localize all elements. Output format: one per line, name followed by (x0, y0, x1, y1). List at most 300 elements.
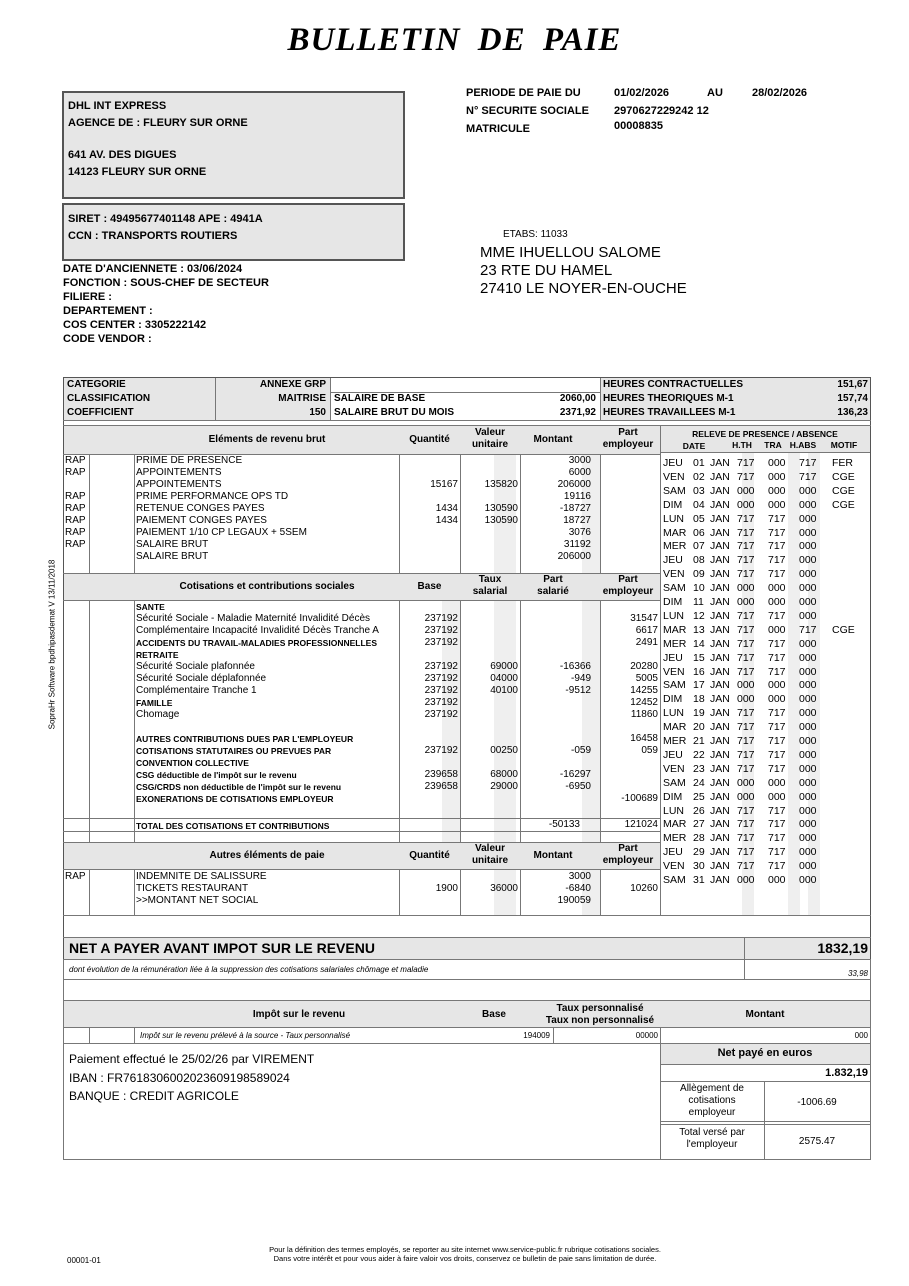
siret: SIRET : 49495677401148 APE : 4941A (68, 213, 263, 225)
row-part-employeur: 14255 (630, 685, 658, 696)
row-base: 239658 (424, 769, 458, 780)
impot-header-base: Base (482, 1009, 506, 1020)
row-base: 237192 (424, 685, 458, 696)
row-part-employeur: 31547 (630, 613, 658, 624)
presence-hth: 717 (737, 526, 755, 539)
page-title: BULLETIN DE PAIE (287, 22, 622, 58)
header-taux-1: Taux (478, 574, 502, 585)
header-elements-brut: Eléments de revenu brut (208, 434, 326, 445)
row-unit: 130590 (484, 515, 518, 526)
row-part-salarie: -16366 (559, 661, 591, 672)
row-taux: 00250 (490, 745, 518, 756)
presence-date: 05 (693, 512, 705, 525)
presence-month: JAN (710, 651, 730, 664)
row-amount: 6000 (568, 467, 591, 478)
presence-date: 23 (693, 762, 705, 775)
presence-hth: 000 (737, 484, 755, 497)
presence-row (0, 582, 870, 594)
row-part-employeur: 059 (641, 745, 658, 756)
presence-habs: 000 (799, 748, 817, 761)
row-quantity: 1900 (435, 883, 458, 894)
categorie-value: ANNEXE GRP (259, 379, 326, 390)
presence-tra: 000 (768, 582, 786, 595)
software-side-text: SopraHr Software bpdhipasdemat V 13/11/2018 (47, 559, 57, 730)
presence-hth: 717 (737, 457, 755, 469)
presence-day: JEU (663, 651, 683, 664)
presence-habs: 000 (799, 665, 817, 678)
salaire-brut-value: 2371,92 (559, 407, 596, 418)
presence-month: JAN (710, 665, 730, 678)
presence-month: JAN (710, 721, 730, 734)
classification-label: CLASSIFICATION (67, 393, 151, 404)
presence-tra: 717 (768, 637, 786, 650)
presence-month: JAN (710, 568, 730, 581)
presence-day: MAR (663, 721, 687, 734)
header-psal-1: Part (543, 574, 563, 585)
net-euros-value: 1.832,19 (825, 1067, 868, 1079)
presence-day: DIM (663, 498, 683, 511)
presence-date: 18 (693, 693, 705, 706)
presence-day: MER (663, 637, 687, 650)
matricule-label: MATRICULE (466, 123, 530, 135)
ss-number: 2970627229242 12 (614, 105, 709, 117)
presence-date: 30 (693, 860, 705, 873)
presence-day: DIM (663, 693, 683, 706)
presence-tra: 717 (768, 512, 786, 525)
header-part-1b: Part (618, 574, 638, 585)
presence-tra: 717 (768, 540, 786, 553)
period-au: AU (707, 87, 723, 99)
info-cos-center: COS CENTER : 3305222142 (63, 319, 207, 331)
header-psal-2: salarié (537, 586, 569, 597)
presence-row (0, 749, 870, 761)
presence-hth: 000 (737, 596, 755, 608)
presence-date: 28 (693, 832, 705, 845)
presence-month: JAN (710, 498, 730, 511)
presence-day: LUN (663, 804, 685, 817)
presence-month: JAN (710, 554, 730, 567)
row-base: 237192 (424, 745, 458, 756)
presence-tra: 717 (768, 707, 786, 720)
presence-habs: 000 (799, 818, 817, 831)
presence-habs: 000 (799, 512, 817, 525)
presence-date: 17 (693, 679, 705, 692)
row-label: RETENUE CONGES PAYES (136, 503, 265, 514)
header-part-2c: employeur (602, 855, 654, 866)
presence-row (0, 860, 870, 872)
iban: IBAN : FR7618306002023609198589024 (69, 1071, 290, 1085)
row-amount: 3000 (568, 871, 591, 882)
presence-day: SAM (663, 484, 686, 497)
row-part-employeur: 10260 (630, 883, 658, 894)
presence-habs: 000 (799, 735, 817, 747)
presence-habs: 000 (799, 540, 817, 553)
presence-hth: 000 (737, 582, 755, 595)
row-part-employeur (596, 895, 658, 907)
presence-day: JEU (663, 457, 683, 469)
presence-hth: 717 (737, 637, 755, 650)
presence-hth: 717 (737, 623, 755, 636)
header-motif: MOTIF (830, 440, 858, 450)
header-valeur-2: unitaire (471, 439, 509, 450)
ccn: CCN : TRANSPORTS ROUTIERS (68, 230, 238, 242)
row-label: SALAIRE BRUT (136, 551, 209, 562)
presence-tra: 717 (768, 832, 786, 845)
row-quantity: 1434 (435, 515, 458, 526)
presence-hth: 717 (737, 609, 755, 622)
row-code: RAP (65, 467, 86, 478)
presence-row (0, 777, 870, 789)
presence-habs: 717 (799, 623, 817, 636)
header-habs: H.ABS (789, 440, 817, 450)
presence-day: SAM (663, 582, 686, 595)
presence-habs: 000 (799, 846, 817, 859)
presence-tra: 717 (768, 762, 786, 775)
header-releve: RELEVE DE PRESENCE / ABSENCE (692, 429, 838, 439)
presence-habs: 000 (799, 804, 817, 817)
header-valeur (460, 427, 520, 451)
presence-day: SAM (663, 874, 686, 886)
row-label: TICKETS RESTAURANT (136, 883, 249, 894)
presence-hth: 000 (737, 679, 755, 692)
heures-theoriques-label: HEURES THEORIQUES M-1 (603, 393, 734, 404)
presence-tra: 000 (768, 596, 786, 608)
presence-row (0, 610, 870, 622)
paiement-line: Paiement effectué le 25/02/26 par VIREMENT (69, 1052, 315, 1066)
total-cotisations-label: TOTAL DES COTISATIONS ET CONTRIBUTIONS (136, 821, 330, 831)
presence-month: JAN (710, 540, 730, 553)
presence-tra: 717 (768, 846, 786, 859)
presence-motif: CGE (832, 484, 855, 497)
presence-row (0, 763, 870, 775)
presence-tra: 000 (768, 679, 786, 692)
row-label: Complémentaire Tranche 1 (136, 685, 257, 696)
presence-row (0, 679, 870, 691)
presence-row (0, 568, 870, 580)
presence-day: VEN (663, 665, 685, 678)
row-base: 237192 (424, 697, 458, 708)
impot-label: Impôt sur le revenu prélevé à la source - Taux personnalisé (140, 1031, 351, 1040)
presence-habs: 000 (799, 609, 817, 622)
row-taux: 29000 (490, 781, 518, 792)
row-label: ACCIDENTS DU TRAVAIL-MALADIES PROFESSIONNELLES (136, 638, 377, 648)
row-code: RAP (65, 491, 86, 502)
presence-tra: 717 (768, 568, 786, 581)
row-label: RETRAITE (136, 650, 179, 660)
heures-theoriques-value: 157,74 (837, 393, 868, 404)
period-to: 28/02/2026 (752, 87, 808, 99)
presence-row (0, 513, 870, 525)
info-code-vendor: CODE VENDOR : (63, 333, 152, 345)
employer-name: DHL INT EXPRESS (68, 100, 167, 112)
matricule: 00008835 (614, 120, 663, 132)
row-label: PAIEMENT CONGES PAYES (136, 515, 267, 526)
footer-line-1: Pour la définition des termes employés, se reporter au site internet www.service-public.fr rubrique cotisations sociales. (269, 1245, 661, 1254)
row-code: RAP (65, 527, 86, 538)
presence-date: 22 (693, 748, 705, 761)
row-unit: 135820 (484, 479, 518, 490)
presence-month: JAN (710, 860, 730, 873)
header-date: DATE (682, 441, 706, 451)
etabs: ETABS: 11033 (503, 229, 568, 240)
categorie-label: CATEGORIE (67, 379, 126, 390)
row-base: 237192 (424, 709, 458, 720)
presence-habs: 000 (799, 776, 817, 789)
presence-habs: 000 (799, 874, 817, 886)
presence-day: MAR (663, 526, 687, 539)
presence-tra: 717 (768, 651, 786, 664)
presence-tra: 000 (768, 693, 786, 706)
presence-month: JAN (710, 637, 730, 650)
banque: BANQUE : CREDIT AGRICOLE (69, 1089, 239, 1103)
salaire-base-value: 2060,00 (559, 393, 596, 404)
presence-row (0, 805, 870, 817)
presence-row (0, 485, 870, 497)
header-cotisations: Cotisations et contributions sociales (179, 581, 355, 592)
presence-month: JAN (710, 874, 730, 886)
row-code: RAP (65, 503, 86, 514)
presence-tra: 000 (768, 498, 786, 511)
presence-month: JAN (710, 846, 730, 859)
row-label: COTISATIONS STATUTAIRES OU PREVUES PAR (136, 746, 332, 756)
presence-tra: 000 (768, 790, 786, 803)
presence-row (0, 846, 870, 858)
row-amount: 3076 (568, 527, 591, 538)
presence-hth: 717 (737, 540, 755, 553)
presence-day: DIM (663, 790, 683, 803)
row-label: SALAIRE BRUT (136, 539, 209, 550)
presence-row (0, 707, 870, 719)
presence-month: JAN (710, 596, 730, 608)
row-taux: 68000 (490, 769, 518, 780)
presence-tra: 000 (768, 623, 786, 636)
presence-row (0, 666, 870, 678)
presence-habs: 000 (799, 679, 817, 692)
header-quantite: Quantité (409, 434, 450, 445)
presence-row (0, 832, 870, 844)
presence-day: VEN (663, 762, 685, 775)
presence-row (0, 499, 870, 511)
presence-hth: 717 (737, 568, 755, 581)
net-a-payer-label: NET A PAYER AVANT IMPOT SUR LE REVENU (69, 940, 375, 956)
row-label: PAIEMENT 1/10 CP LEGAUX + 5SEM (136, 527, 307, 538)
salaire-base-label: SALAIRE DE BASE (334, 393, 426, 404)
header-base: Base (417, 581, 442, 592)
row-amount: 206000 (557, 479, 591, 490)
presence-day: LUN (663, 609, 685, 622)
presence-date: 12 (693, 609, 705, 622)
header-valeur-2b: unitaire (471, 855, 509, 866)
presence-date: 25 (693, 790, 705, 803)
presence-date: 03 (693, 484, 705, 497)
presence-hth: 000 (737, 874, 755, 886)
presence-tra: 000 (768, 484, 786, 497)
presence-row (0, 791, 870, 803)
presence-tra: 717 (768, 609, 786, 622)
impot-header-taux (530, 1003, 670, 1027)
presence-day: JEU (663, 554, 683, 567)
presence-tra: 717 (768, 665, 786, 678)
presence-day: VEN (663, 470, 685, 483)
presence-tra: 000 (768, 470, 786, 483)
presence-habs: 000 (799, 693, 817, 706)
presence-day: DIM (663, 596, 683, 608)
presence-hth: 717 (737, 470, 755, 483)
presence-day: SAM (663, 776, 686, 789)
row-amount: -18727 (559, 503, 591, 514)
impot-header-taux-2: Taux non personnalisé (545, 1015, 655, 1026)
impot-montant: 000 (854, 1031, 868, 1040)
presence-month: JAN (710, 470, 730, 483)
presence-habs: 000 (799, 554, 817, 567)
row-part-employeur: -100689 (621, 793, 658, 804)
recipient-name: MME IHUELLOU SALOME (480, 244, 661, 261)
presence-motif: CGE (832, 623, 855, 636)
row-part-employeur: 11860 (630, 709, 658, 720)
row-amount: 206000 (557, 551, 591, 562)
presence-habs: 000 (799, 582, 817, 595)
row-code: RAP (65, 539, 86, 550)
presence-month: JAN (710, 679, 730, 692)
presence-row (0, 638, 870, 650)
row-unit (460, 895, 518, 907)
presence-date: 19 (693, 707, 705, 720)
presence-day: JEU (663, 846, 683, 859)
presence-tra: 717 (768, 818, 786, 831)
presence-hth: 717 (737, 707, 755, 720)
row-label: APPOINTEMENTS (136, 479, 222, 490)
presence-row (0, 540, 870, 552)
row-label: CSG déductible de l'impôt sur le revenu (136, 770, 297, 780)
impot-header-taux-1: Taux personnalisé (556, 1003, 644, 1014)
presence-hth: 000 (737, 498, 755, 511)
period-label: PERIODE DE PAIE DU (466, 87, 581, 99)
row-quantity (399, 895, 458, 907)
net-a-payer-value: 1832,19 (817, 940, 868, 956)
employer-address-1: 641 AV. DES DIGUES (68, 149, 177, 161)
presence-date: 14 (693, 637, 705, 650)
presence-row (0, 721, 870, 733)
presence-date: 04 (693, 498, 705, 511)
presence-habs: 000 (799, 762, 817, 775)
impot-header-montant: Montant (745, 1009, 785, 1020)
row-base: 237192 (424, 637, 458, 648)
presence-habs: 000 (799, 790, 817, 803)
period-from: 01/02/2026 (614, 87, 670, 99)
presence-month: JAN (710, 832, 730, 845)
presence-tra: 717 (768, 721, 786, 734)
row-unit: 36000 (490, 883, 518, 894)
presence-habs: 000 (799, 860, 817, 873)
heures-travaillees-label: HEURES TRAVAILLEES M-1 (603, 407, 736, 418)
presence-month: JAN (710, 748, 730, 761)
presence-month: JAN (710, 484, 730, 497)
employer-address-2: 14123 FLEURY SUR ORNE (68, 166, 207, 178)
presence-row (0, 735, 870, 747)
row-part-salarie: -16297 (559, 769, 591, 780)
presence-month: JAN (710, 776, 730, 789)
row-quantity: 1434 (435, 503, 458, 514)
presence-tra: 717 (768, 735, 786, 747)
ss-label: N° SECURITE SOCIALE (466, 105, 589, 117)
presence-date: 09 (693, 568, 705, 581)
presence-hth: 717 (737, 554, 755, 567)
coefficient-value: 150 (309, 407, 326, 418)
row-part-employeur: 5005 (635, 673, 658, 684)
coefficient-label: COEFFICIENT (67, 407, 134, 418)
presence-day: JEU (663, 748, 683, 761)
presence-date: 20 (693, 721, 705, 734)
presence-month: JAN (710, 512, 730, 525)
footer-code: 00001-01 (67, 1256, 101, 1265)
row-taux: 69000 (490, 661, 518, 672)
presence-date: 07 (693, 540, 705, 553)
footer-line-2: Dans votre intérêt et pour vous aider à faire valoir vos droits, conservez ce bulletin de paie sans limitation de durée. (273, 1254, 657, 1263)
presence-hth: 717 (737, 762, 755, 775)
impot-header-label: Impôt sur le revenu (252, 1009, 346, 1020)
presence-tra: 717 (768, 526, 786, 539)
recipient-address-2: 27410 LE NOYER-EN-OUCHE (480, 280, 687, 297)
presence-hth: 000 (737, 790, 755, 803)
row-base: 237192 (424, 661, 458, 672)
presence-hth: 717 (737, 748, 755, 761)
header-part-1: Part (618, 427, 638, 438)
row-amount: 31192 (563, 539, 591, 550)
row-label: CONVENTION COLLECTIVE (136, 758, 249, 768)
presence-date: 06 (693, 526, 705, 539)
presence-date: 02 (693, 470, 705, 483)
presence-day: VEN (663, 568, 685, 581)
presence-day: MER (663, 832, 687, 845)
presence-date: 10 (693, 582, 705, 595)
recipient-address-1: 23 RTE DU HAMEL (480, 262, 613, 279)
heures-contractuelles-value: 151,67 (837, 379, 868, 390)
row-label: EXONERATIONS DE COTISATIONS EMPLOYEUR (136, 794, 334, 804)
header-part-2: employeur (602, 439, 654, 450)
presence-habs: 000 (799, 651, 817, 664)
presence-tra: 717 (768, 554, 786, 567)
presence-habs: 717 (799, 457, 817, 469)
total-cotisations-salarie: -50133 (548, 819, 580, 830)
header-taux-2: salarial (472, 586, 508, 597)
presence-day: SAM (663, 679, 686, 692)
row-amount: 190059 (557, 895, 591, 906)
header-montant-autres: Montant (533, 850, 573, 861)
row-part-employeur: 6617 (635, 625, 658, 636)
heures-travaillees-value: 136,23 (837, 407, 868, 418)
salaire-brut-label: SALAIRE BRUT DU MOIS (334, 407, 454, 418)
header-autres: Autres éléments de paie (209, 850, 325, 861)
presence-hth: 717 (737, 665, 755, 678)
presence-tra: 717 (768, 804, 786, 817)
row-part-salarie: -6950 (565, 781, 591, 792)
info-anciennete: DATE D'ANCIENNETE : 03/06/2024 (63, 263, 243, 275)
classification-value: MAITRISE (278, 393, 326, 404)
presence-habs: 000 (799, 832, 817, 845)
row-part-salarie: -9512 (565, 685, 591, 696)
row-label: SANTE (136, 602, 165, 612)
allegement-value: -1006.69 (797, 1097, 837, 1108)
row-label: >>MONTANT NET SOCIAL (136, 895, 259, 906)
presence-month: JAN (710, 526, 730, 539)
row-label: INDEMNITE DE SALISSURE (136, 871, 267, 882)
presence-hth: 000 (737, 693, 755, 706)
presence-motif: CGE (832, 498, 855, 511)
info-departement: DEPARTEMENT : (63, 305, 153, 317)
row-code: RAP (65, 871, 86, 882)
row-code: RAP (65, 515, 86, 526)
presence-day: VEN (663, 860, 685, 873)
